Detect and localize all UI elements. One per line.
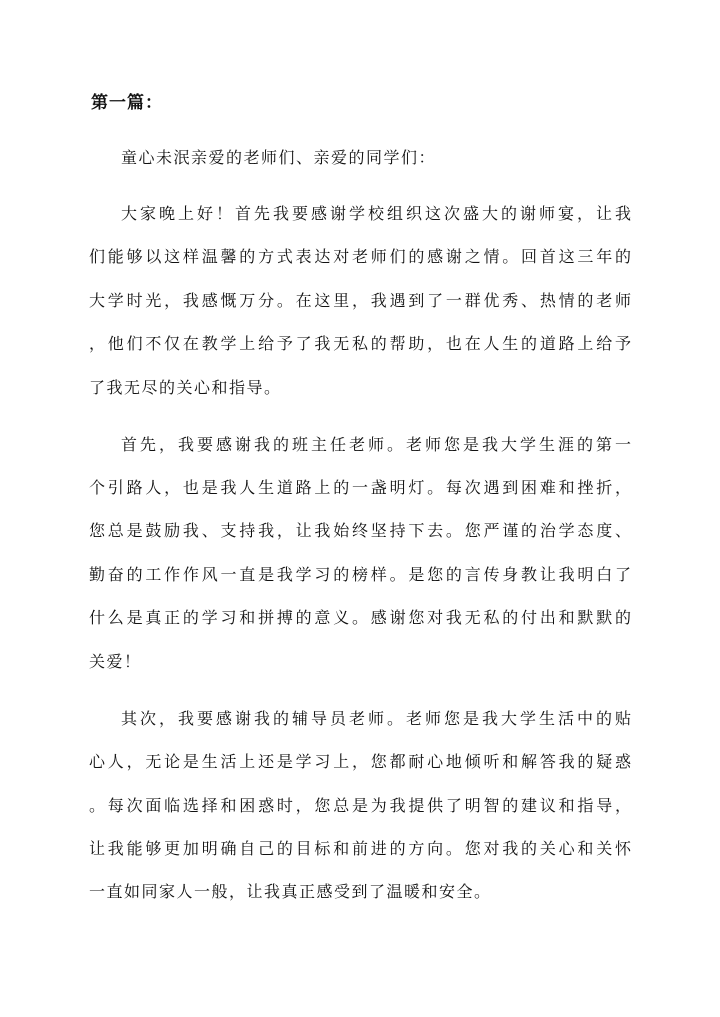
paragraph-3-line-2: 心人，无论是生活上还是学习上，您都耐心地倾听和解答我的疑惑 (89, 752, 631, 771)
paragraph-2-line-2: 个引路人，也是我人生道路上的一盏明灯。每次遇到困难和挫折， (89, 478, 631, 497)
paragraph-1-line-1: 大家晚上好！首先我要感谢学校组织这次盛大的谢师宴，让我 (121, 204, 631, 223)
paragraph-2-line-1: 首先，我要感谢我的班主任老师。老师您是我大学生涯的第一 (121, 435, 631, 454)
paragraph-3-line-1: 其次，我要感谢我的辅导员老师。老师您是我大学生活中的贴 (121, 709, 631, 728)
paragraph-3-line-5: 一直如同家人一般，让我真正感受到了温暖和安全。 (89, 882, 492, 901)
paragraph-3-line-3: 。每次面临选择和困惑时，您总是为我提供了明智的建议和指导， (89, 796, 631, 815)
paragraph-1-line-5: 了我无尽的关心和指导。 (89, 378, 282, 397)
section-heading: 第一篇： (91, 93, 163, 113)
paragraph-1-line-2: 们能够以这样温馨的方式表达对老师们的感谢之情。回首这三年的 (89, 247, 631, 266)
paragraph-2-line-6: 关爱！ (89, 652, 142, 671)
paragraph-1-line-3: 大学时光，我感慨万分。在这里，我遇到了一群优秀、热情的老师 (89, 291, 631, 310)
paragraph-1-line-4: ，他们不仅在教学上给予了我无私的帮助，也在人生的道路上给予 (89, 334, 631, 353)
paragraph-2-line-3: 您总是鼓励我、支持我，让我始终坚持下去。您严谨的治学态度、 (89, 521, 631, 540)
paragraph-2-line-4: 勤奋的工作作风一直是我学习的榜样。是您的言传身教让我明白了 (89, 565, 631, 584)
paragraph-2-line-5: 什么是真正的学习和拼搏的意义。感谢您对我无私的付出和默默的 (89, 608, 631, 627)
paragraph-3-line-4: 让我能够更加明确自己的目标和前进的方向。您对我的关心和关怀 (89, 839, 631, 858)
greeting-line: 童心未泯亲爱的老师们、亲爱的同学们： (121, 148, 437, 167)
